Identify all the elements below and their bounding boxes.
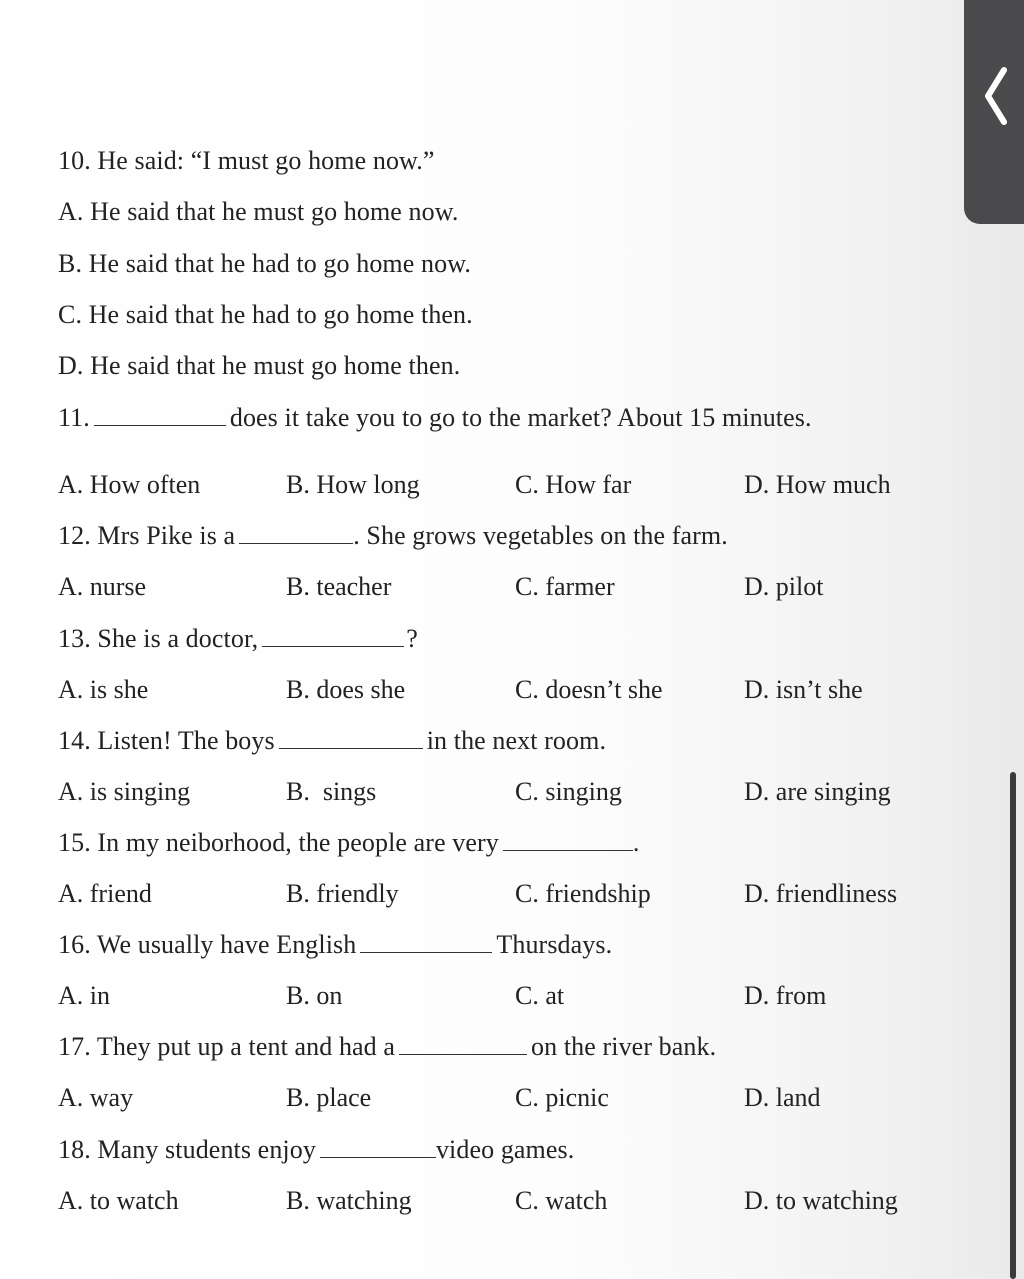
question-11-option-b: B. How long xyxy=(286,470,420,499)
question-15-stem-after: . xyxy=(632,828,640,857)
question-16-stem-after: Thursdays. xyxy=(496,930,613,959)
question-15-option-b: B. friendly xyxy=(286,879,399,908)
question-10-option-d: D. He said that he must go home then. xyxy=(58,351,461,380)
back-tab-button[interactable] xyxy=(964,0,1024,224)
question-17-option-d: D. land xyxy=(744,1083,821,1112)
question-17-stem-after: on the river bank. xyxy=(531,1032,717,1061)
question-18-option-a: A. to watch xyxy=(58,1186,179,1215)
answer-blank xyxy=(360,930,492,953)
question-16-option-c: C. at xyxy=(515,981,565,1010)
chevron-left-icon xyxy=(980,66,1010,126)
question-11-option-c: C. How far xyxy=(515,470,632,499)
question-14-stem-after: in the next room. xyxy=(426,726,607,755)
question-14-option-c: C. singing xyxy=(515,777,622,806)
question-10-option-b: B. He said that he had to go home now. xyxy=(58,249,471,278)
question-17-option-a: A. way xyxy=(58,1083,134,1112)
question-13-option-b: B. does she xyxy=(286,675,406,704)
question-12-option-a: A. nurse xyxy=(58,572,147,601)
question-16-option-d: D. from xyxy=(744,981,827,1010)
question-14-option-b: B. sings xyxy=(286,777,377,806)
question-13-stem-after: ? xyxy=(406,624,418,653)
question-12-option-c: C. farmer xyxy=(515,572,615,601)
question-17-option-b: B. place xyxy=(286,1083,372,1112)
question-12-option-d: D. pilot xyxy=(744,572,824,601)
answer-blank xyxy=(94,403,226,426)
question-12-stem xyxy=(58,521,728,551)
question-16-option-b: B. on xyxy=(286,981,343,1010)
question-12-stem-after: . She grows vegetables on the farm. xyxy=(353,521,728,550)
question-17-option-c: C. picnic xyxy=(515,1083,609,1112)
question-17-stem-before: 17. They put up a tent and had a xyxy=(58,1032,396,1061)
question-18-stem-after: video games. xyxy=(435,1135,575,1164)
answer-blank xyxy=(399,1032,527,1055)
question-14-option-d: D. are singing xyxy=(744,777,891,806)
question-13-option-c: C. doesn’t she xyxy=(515,675,663,704)
question-15-option-a: A. friend xyxy=(58,879,152,908)
question-12-stem-before: 12. Mrs Pike is a xyxy=(58,521,236,550)
question-13-option-d: D. isn’t she xyxy=(744,675,863,704)
question-14-stem xyxy=(58,726,606,756)
question-10-option-a: A. He said that he must go home now. xyxy=(58,197,459,226)
scrollbar-thumb[interactable] xyxy=(1010,772,1016,1279)
answer-blank xyxy=(239,521,353,544)
question-12-option-b: B. teacher xyxy=(286,572,392,601)
question-15-option-d: D. friendliness xyxy=(744,879,898,908)
question-11-stem xyxy=(58,403,812,433)
question-13-stem xyxy=(58,624,418,654)
question-11-option-a: A. How often xyxy=(58,470,201,499)
question-15-stem-before: 15. In my neiborhood, the people are very xyxy=(58,828,499,857)
question-16-stem xyxy=(58,930,612,960)
question-14-stem-before: 14. Listen! The boys xyxy=(58,726,275,755)
question-13-option-a: A. is she xyxy=(58,675,149,704)
question-11-option-d: D. How much xyxy=(744,470,891,499)
question-11-stem-after: does it take you to go to the market? About 15 minutes. xyxy=(229,403,812,432)
question-13-stem-before: 13. She is a doctor, xyxy=(58,624,259,653)
question-18-stem-before: 18. Many students enjoy xyxy=(58,1135,316,1164)
answer-blank xyxy=(279,726,423,749)
question-18-stem xyxy=(58,1135,574,1165)
answer-blank xyxy=(320,1135,436,1158)
question-17-stem xyxy=(58,1032,716,1062)
question-18-option-b: B. watching xyxy=(286,1186,412,1215)
question-10-option-c: C. He said that he had to go home then. xyxy=(58,300,473,329)
question-16-option-a: A. in xyxy=(58,981,110,1010)
answer-blank xyxy=(262,624,404,647)
question-18-option-d: D. to watching xyxy=(744,1186,898,1215)
question-14-option-a: A. is singing xyxy=(58,777,191,806)
question-15-option-c: C. friendship xyxy=(515,879,651,908)
question-10-stem: 10. He said: “I must go home now.” xyxy=(58,146,435,175)
question-18-option-c: C. watch xyxy=(515,1186,608,1215)
answer-blank xyxy=(503,828,633,851)
question-11-stem-before: 11. xyxy=(58,403,90,432)
question-15-stem xyxy=(58,828,640,858)
question-16-stem-before: 16. We usually have English xyxy=(58,930,357,959)
